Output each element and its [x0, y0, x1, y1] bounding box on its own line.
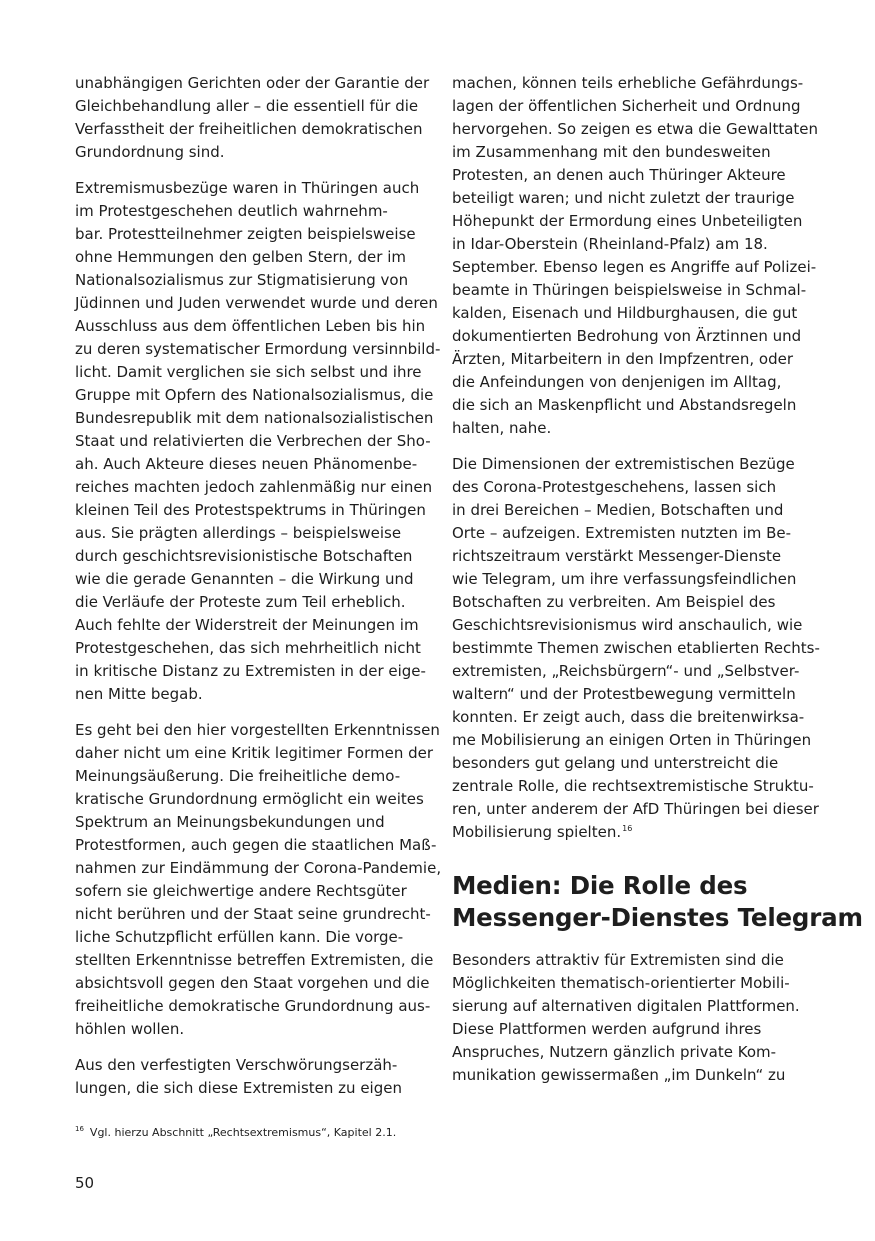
text-line: waltern“ und der Protestbewegung vermitteln: [452, 685, 796, 703]
text-line: die Anfeindungen von denjenigen im Alltag,: [452, 373, 782, 391]
text-line: Verfasstheit der freiheitlichen demokratischen: [75, 120, 423, 138]
text-line: besonders gut gelang und unterstreicht die: [452, 754, 779, 772]
text-line: in Idar-Oberstein (Rheinland-Pfalz) am 18.: [452, 235, 768, 253]
paragraph: [452, 72, 819, 440]
text-line: Ausschluss aus dem öffentlichen Leben bis hin: [75, 317, 426, 335]
text-line: beamte in Thüringen beispielsweise in Schmal-: [452, 281, 807, 299]
text-line: sofern sie gleichwertige andere Rechtsgüter: [75, 882, 407, 900]
footnote-text: Vgl. hierzu Abschnitt „Rechtsextremismus“, Kapitel 2.1.: [89, 1126, 397, 1139]
text-line: Bundesrepublik mit dem nationalsozialistischen: [75, 409, 434, 427]
right-column: [452, 72, 863, 1100]
text-line: liche Schutzpflicht erfüllen kann. Die vorge-: [75, 928, 404, 946]
paragraph: [75, 72, 431, 164]
text-line: Gleichbehandlung aller – die essentiell für die: [75, 97, 419, 115]
paragraph: [75, 719, 442, 1041]
footnote-reference: 16: [622, 824, 633, 833]
text-line: Es geht bei den hier vorgestellten Erkenntnissen: [75, 721, 440, 739]
text-line: Die Dimensionen der extremistischen Bezüge: [452, 455, 795, 473]
text-line: Ärzten, Mitarbeitern in den Impfzentren, oder: [452, 350, 794, 368]
text-line: machen, können teils erhebliche Gefährdungs-: [452, 74, 804, 92]
paragraph: [75, 1054, 431, 1100]
text-line: hervorgehen. So zeigen es etwa die Gewalttaten: [452, 120, 819, 138]
text-line: Staat und relativierten die Verbrechen der Sho-: [75, 432, 431, 450]
text-line: ren, unter anderem der AfD Thüringen bei dieser: [452, 800, 819, 818]
text-line: Möglichkeiten thematisch-orientierter Mobili-: [452, 974, 790, 992]
text-line: höhlen wollen.: [75, 1020, 185, 1038]
text-line: lagen der öffentlichen Sicherheit und Ordnung: [452, 97, 801, 115]
text-line: wie Telegram, um ihre verfassungsfeindlichen: [452, 570, 797, 588]
section-heading: [452, 870, 863, 934]
text-line: wie die gerade Genannten – die Wirkung und: [75, 570, 414, 588]
text-line: zentrale Rolle, die rechtsextremistische Struktu-: [452, 777, 814, 795]
text-line: richtszeitraum verstärkt Messenger-Dienste: [452, 547, 782, 565]
text-line: Aus den verfestigten Verschwörungserzäh-: [75, 1056, 398, 1074]
text-line: Orte – aufzeigen. Extremisten nutzten im Be-: [452, 524, 792, 542]
text-line: Anspruches, Nutzern gänzlich private Kom-: [452, 1043, 777, 1061]
text-line: nen Mitte begab.: [75, 685, 203, 703]
text-line: im Protestgeschehen deutlich wahrnehm-: [75, 202, 388, 220]
text-line: reiches machten jedoch zahlenmäßig nur einen: [75, 478, 433, 496]
text-line: Botschaften zu verbreiten. Am Beispiel des: [452, 593, 776, 611]
text-line: bestimmte Themen zwischen etablierten Rechts-: [452, 639, 820, 657]
footnote-marker: 16: [75, 1125, 84, 1134]
paragraph: [452, 949, 808, 1087]
heading-line: Messenger-Dienstes Telegram: [452, 903, 863, 932]
text-line: unabhängigen Gerichten oder der Garantie der: [75, 74, 430, 92]
text-line: Spektrum an Meinungsbekundungen und: [75, 813, 385, 831]
text-line: kleinen Teil des Protestspektrums in Thüringen: [75, 501, 426, 519]
text-line: halten, nahe.: [452, 419, 552, 437]
text-line: aus. Sie prägten allerdings – beispielsweise: [75, 524, 402, 542]
text-line: lungen, die sich diese Extremisten zu eigen: [75, 1079, 402, 1097]
text-line: Grundordnung sind.: [75, 143, 225, 161]
right-paragraphs-after-heading: [452, 949, 808, 1087]
heading-line: Medien: Die Rolle des: [452, 871, 748, 900]
text-line: kalden, Eisenach und Hildburghausen, die gut: [452, 304, 798, 322]
text-line: freiheitliche demokratische Grundordnung aus-: [75, 997, 431, 1015]
text-line: Meinungsäußerung. Die freiheitliche demo-: [75, 767, 401, 785]
text-line: Geschichtsrevisionismus wird anschaulich, wie: [452, 616, 803, 634]
text-line: Diese Plattformen werden aufgrund ihres: [452, 1020, 762, 1038]
text-line: Protestgeschehen, das sich mehrheitlich nicht: [75, 639, 421, 657]
text-line: munikation gewissermaßen „im Dunkeln“ zu: [452, 1066, 786, 1084]
text-line: stellten Erkenntnisse betreffen Extremisten, die: [75, 951, 434, 969]
text-line: me Mobilisierung an einigen Orten in Thüringen: [452, 731, 812, 749]
paragraph: [75, 177, 441, 706]
text-line: nicht berühren und der Staat seine grundrecht-: [75, 905, 431, 923]
text-line: Höhepunkt der Ermordung eines Unbeteiligten: [452, 212, 803, 230]
text-line: des Corona-Protestgeschehens, lassen sich: [452, 478, 777, 496]
text-line: sierung auf alternativen digitalen Plattformen.: [452, 997, 800, 1015]
text-line: Nationalsozialismus zur Stigmatisierung von: [75, 271, 409, 289]
text-line: dokumentierten Bedrohung von Ärztinnen und: [452, 327, 802, 345]
text-line: ohne Hemmungen den gelben Stern, der im: [75, 248, 406, 266]
text-line: Protestformen, auch gegen die staatlichen Maß-: [75, 836, 437, 854]
text-line: in drei Bereichen – Medien, Botschaften und: [452, 501, 784, 519]
text-line: durch geschichtsrevisionistische Botschaften: [75, 547, 413, 565]
text-line: Auch fehlte der Widerstreit der Meinungen im: [75, 616, 419, 634]
paragraph: [452, 453, 820, 844]
text-line: bar. Protestteilnehmer zeigten beispielsweise: [75, 225, 416, 243]
text-line: September. Ebenso legen es Angriffe auf Polizei-: [452, 258, 817, 276]
page-number: 50: [75, 1174, 95, 1192]
text-line: daher nicht um eine Kritik legitimer Formen der: [75, 744, 434, 762]
text-line: Jüdinnen und Juden verwendet wurde und deren: [75, 294, 438, 312]
text-line: kratische Grundordnung ermöglicht ein weites: [75, 790, 424, 808]
text-line: absichtsvoll gegen den Staat vorgehen und die: [75, 974, 430, 992]
text-line: Gruppe mit Opfern des Nationalsozialismus, die: [75, 386, 434, 404]
text-line: licht. Damit verglichen sie sich selbst und ihre: [75, 363, 422, 381]
footnote: [75, 1126, 396, 1140]
text-line: ah. Auch Akteure dieses neuen Phänomenbe-: [75, 455, 418, 473]
text-line: die Verläufe der Proteste zum Teil erheblich.: [75, 593, 406, 611]
text-line: die sich an Maskenpflicht und Abstandsregeln: [452, 396, 797, 414]
text-line: Mobilisierung spielten.$^{16}$: [452, 823, 633, 841]
text-line: nahmen zur Eindämmung der Corona-Pandemie,: [75, 859, 442, 877]
text-line: im Zusammenhang mit den bundesweiten: [452, 143, 771, 161]
left-column: [75, 72, 442, 1113]
text-line: Extremismusbezüge waren in Thüringen auch: [75, 179, 420, 197]
text-line: beteiligt waren; und nicht zuletzt der traurige: [452, 189, 795, 207]
text-line: Besonders attraktiv für Extremisten sind die: [452, 951, 784, 969]
text-line: in kritische Distanz zu Extremisten in der eige-: [75, 662, 426, 680]
right-paragraphs-before-heading: [452, 72, 820, 844]
text-line: zu deren systematischer Ermordung versinnbild-: [75, 340, 441, 358]
text-line: extremisten, „Reichsbürgern“- und „Selbstver-: [452, 662, 800, 680]
text-line: konnten. Er zeigt auch, dass die breitenwirksa-: [452, 708, 805, 726]
text-line: Protesten, an denen auch Thüringer Akteure: [452, 166, 786, 184]
